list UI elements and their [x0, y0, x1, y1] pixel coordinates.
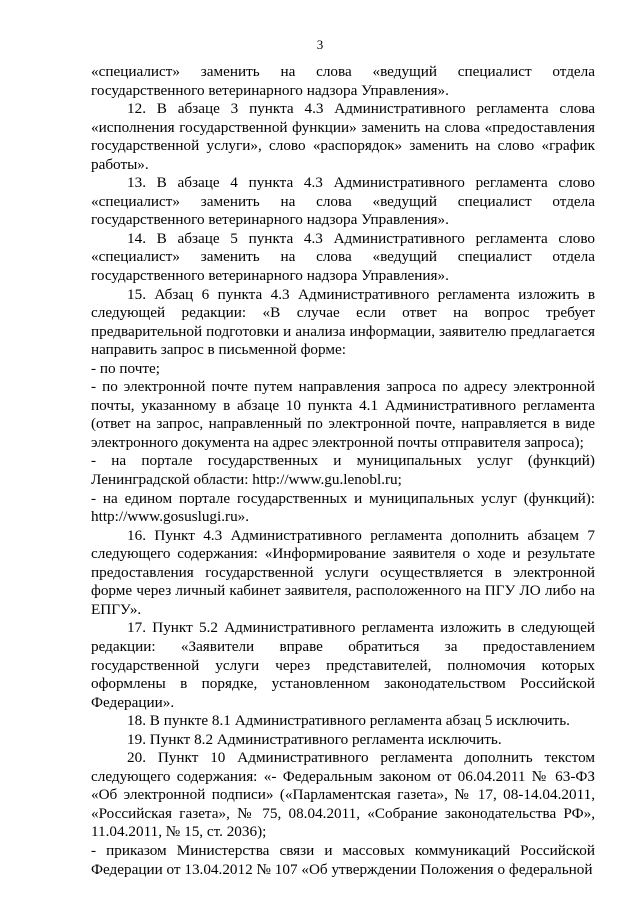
list-item-ministry-order: - приказом Министерства связи и массовых коммуникаций Российской Федерации от 13.04.2012 № 107 «Об утверждении Положения о федеральной: [91, 841, 595, 878]
list-item-federal-portal: - на едином портале государственных и муниципальных услуг (функций): http://www.gosuslugi.ru».: [91, 489, 595, 526]
paragraph-item-12: 12. В абзаце 3 пункта 4.3 Административного регламента слова «исполнения государственной функции» заменить на слова «предоставления государственной услуги», слово «распорядок» заменить на слово «график работы».: [91, 100, 595, 173]
list-item-regional-portal: - на портале государственных и муниципальных услуг (функций) Ленинградской области: http://www.gu.lenobl.ru;: [91, 452, 595, 489]
list-item-post: - по почте;: [91, 359, 160, 377]
paragraph-item-20: 20. Пункт 10 Административного регламента дополнить текстом следующего содержания: «- Федеральным законом от 06.04.2011 № 63-ФЗ «Об электронной подписи» («Парламентская газета», № 17, 08-14.04.2011, «Российская газета», № 75, 08.04.2011, «Собрание законодательства РФ», 11.04.2011, № 15, ст. 2036);: [91, 749, 595, 841]
page-number: 3: [316, 37, 324, 52]
paragraph-item-19: 19. Пункт 8.2 Административного регламента исключить.: [127, 730, 502, 748]
paragraph-item-18: 18. В пункте 8.1 Административного регламента абзац 5 исключить.: [127, 712, 570, 730]
paragraph-item-16: 16. Пункт 4.3 Административного регламента дополнить абзацем 7 следующего содержания: «Информирование заявителя о ходе и результате предоставления государственной услуги осуществляется в электронной форме через личный кабинет заявителя, расположенного на ПГУ ЛО либо на ЕПГУ».: [91, 526, 595, 618]
document-body: [91, 63, 595, 879]
paragraph-item-17: 17. Пункт 5.2 Административного регламента изложить в следующей редакции: «Заявители вправе обратиться за предоставлением государственной услуги через представителей, полномочия которых оформлены в порядке, установленном законодательством Российской Федерации».: [91, 619, 595, 711]
paragraph-item-14: 14. В абзаце 5 пункта 4.3 Административного регламента слово «специалист» заменить на слова «ведущий специалист отдела государственного ветеринарного надзора Управления».: [91, 229, 595, 285]
list-item-email: - по электронной почте путем направления запроса по адресу электронной почты, указанному в абзаце 10 пункта 4.1 Административного регламента (ответ на запрос, направленный по электронной почте, направляется в виде электронного документа на адрес электронной почты отправителя запроса);: [91, 378, 595, 451]
paragraph-continuation: «специалист» заменить на слова «ведущий специалист отдела государственного ветеринарного надзора Управления».: [91, 63, 595, 99]
paragraph-item-15: 15. Абзац 6 пункта 4.3 Административного регламента изложить в следующей редакции: «В случае если ответ на вопрос требует предварительной подготовки и анализа информации, заявителю предлагается направить запрос в письменной форме:: [91, 285, 595, 359]
paragraph-item-13: 13. В абзаце 4 пункта 4.3 Административного регламента слово «специалист» заменить на слова «ведущий специалист отдела государственного ветеринарного надзора Управления».: [91, 174, 595, 229]
